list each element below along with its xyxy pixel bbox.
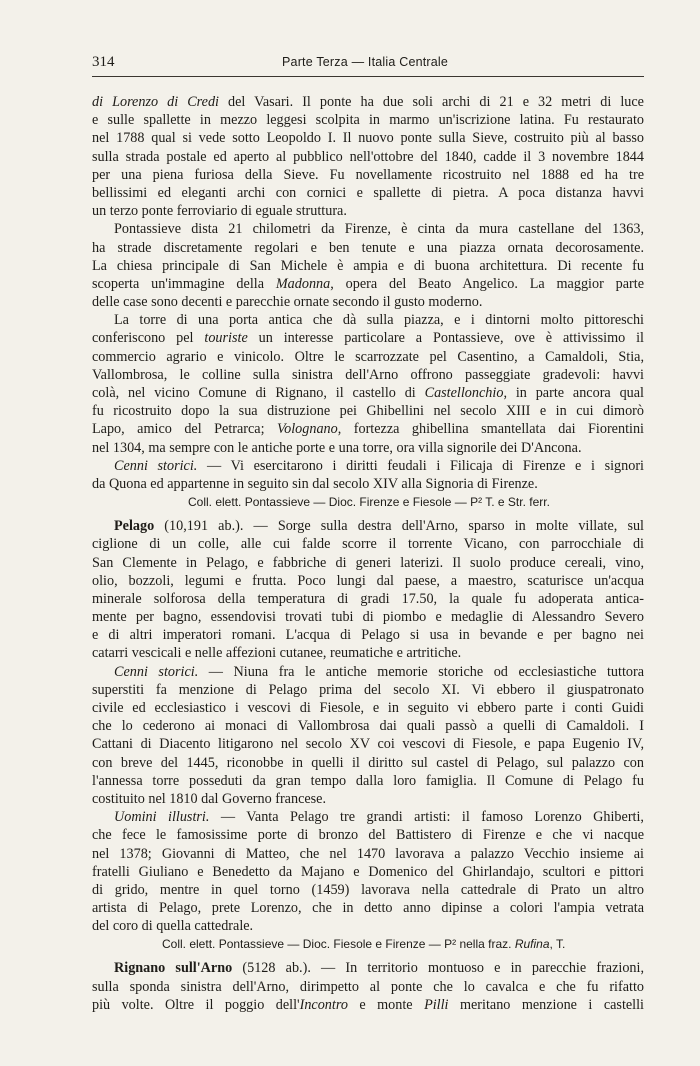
text-run: delle case sono decenti e parecchie ornate secondo il gusto moderno.: [92, 294, 483, 311]
text-run: scoperta un'immagine della: [92, 275, 276, 292]
text-run: Vallombrosa, le colline sulla sinistra dell'Arno offrono passeggiate gradevoli: havvi: [92, 366, 644, 383]
text-run: , fortezza ghibellina smantellata dai Fiorentini: [337, 421, 644, 438]
text-line: [92, 663, 644, 681]
text-run: un interesse particolare a Pontassieve, ove è attivissimo il: [247, 330, 644, 347]
text-line: [92, 826, 644, 844]
text-run: , T.: [549, 937, 566, 952]
text-run: civile ed ecclesiastico i vescovi di Fiesole, e in seguito vi ebbero parte i conti Guidi: [92, 700, 644, 716]
page-body: [92, 93, 644, 1014]
text-run: — Vanta Pelago tre grandi artisti: il famoso Lorenzo Ghiberti,: [209, 809, 644, 826]
paragraph: [92, 663, 644, 809]
text-line: [92, 735, 644, 753]
page-number: 314: [92, 54, 115, 70]
text-line: [92, 239, 644, 257]
text-line: [92, 959, 644, 977]
text-line: [92, 772, 644, 790]
text-run: e di altri imperatori romani. L'acqua di Pelago si usa in bevande e per bagno nei: [92, 627, 644, 644]
text-line: [92, 329, 644, 347]
text-run: , opera del Beato Angelico. La maggior parte: [330, 275, 644, 292]
text-line: [92, 881, 644, 899]
text-line: [92, 572, 644, 590]
entry-heading: Pelago: [114, 518, 155, 535]
text-run: sulla strada postale ed aperto al pubblico nell'ottobre del 1840, cadde il 3 novembre 1844: [92, 148, 644, 165]
text-run: commercio agrario e vinicolo. Oltre le scarrozzate pel Casentino, a Camaldoli, Stia,: [92, 348, 644, 365]
paragraph: [92, 220, 644, 311]
text-run: con breve del 1445, riconobbe in quelli il diritto sul castel di Pelago, sul palazzo con: [92, 754, 644, 771]
text-line: [92, 366, 644, 384]
text-line: [92, 845, 644, 863]
text-run: minerale solforosa della temperatura di gradi 17.50, la quale fu adoperata antica-: [92, 590, 644, 607]
text-run: olio, bozzoli, legumi e frutta. Poco lungi dal paese, a maestro, scaturisce un'acqua: [92, 572, 644, 589]
text-run: da Quona ed appartenne in seguito sin dal secolo XIV alla Signoria di Firenze.: [92, 475, 538, 492]
text-run: conferiscono pel: [92, 330, 205, 347]
text-line: [92, 129, 644, 147]
text-run: (10,191 ab.). — Sorge sulla destra dell'Arno, sparso in molte villate, sul: [154, 518, 644, 535]
paragraph: [92, 517, 644, 663]
italic-text: Incontro: [299, 996, 348, 1013]
text-line: [92, 293, 644, 311]
text-run: (5128 ab.). — In territorio montuoso e in parecchie frazioni,: [232, 960, 645, 977]
text-line: [92, 111, 644, 129]
text-line: [92, 348, 644, 366]
text-run: fratelli Giuliano e Benedetto da Majano e Domenico del Ghirlandajo, scultori e pittori: [92, 863, 644, 880]
entry-heading: Rignano sull'Arno: [114, 960, 233, 977]
text-line: [92, 590, 644, 608]
text-run: fu ricostruito dopo la sua distruzione pei Ghibellini nel secolo XIII e in cui dimorò: [92, 403, 644, 420]
text-run: mente per bagno, essendovisi trovati tubi di piombo e medaglie di Alessandro Severo: [92, 609, 644, 626]
text-run: — Vi esercitarono i diritti feudali i Filicaja di Firenze e i signori: [197, 457, 644, 474]
text-run: Lapo, amico del Petrarca;: [92, 421, 278, 438]
italic-text: Pilli: [424, 996, 449, 1013]
italic-text: touriste: [204, 330, 248, 347]
text-run: Pontassieve dista 21 chilometri da Firenze, è cinta da mura castellane del 1363,: [114, 221, 644, 238]
text-run: colà, nel vicino Comune di Rignano, il castello di: [92, 385, 425, 401]
text-line: [92, 863, 644, 881]
text-line: [92, 93, 644, 111]
text-line: [92, 220, 644, 238]
text-run: meritano menzione i castelli: [448, 996, 645, 1013]
text-run: l'annessa torre posseduti da gran tempo dalla loro famiglia. Il Comune di Pelago fu: [92, 772, 644, 789]
text-run: La torre di una porta antica che dà sulla piazza, e i dintorni molto pittoreschi: [114, 312, 644, 329]
text-run: ciglione di un colle, alle cui falde scorre il torrente Vicano, con parrocchiale di: [92, 536, 644, 553]
text-line: [92, 475, 644, 493]
text-run: e monte: [347, 996, 425, 1013]
text-run: superstiti fa menzione di Pelago prima del secolo XI. Vi ebbero il giuspatronato: [92, 681, 644, 698]
text-line: [92, 402, 644, 420]
paragraph: [92, 93, 644, 220]
paragraph: [92, 808, 644, 935]
text-line: [92, 202, 644, 220]
text-line: [92, 166, 644, 184]
electoral-note: [92, 935, 644, 953]
text-run: un terzo ponte ferroviario di eguale struttura.: [92, 203, 347, 220]
text-run: del Vasari. Il ponte ha due soli archi di 21 e 32 metri di luce: [218, 94, 644, 110]
text-line: [92, 311, 644, 329]
paragraph: [92, 959, 644, 1014]
text-run: Coll. elett. Pontassieve — Dioc. Fiesole e Firenze — P² nella fraz.: [162, 937, 515, 952]
text-line: [92, 808, 644, 826]
text-line: [92, 457, 644, 475]
text-run: San Clemente in Pelago, e fabbriche di generi laterizi. Il suolo produce cereali, vino,: [92, 554, 644, 571]
text-run: che lo cederono ai monaci di Vallombrosa dai quali passò a quelli di Camaldoli. I: [92, 718, 644, 735]
text-line: [92, 717, 644, 735]
text-run: più volte. Oltre il poggio dell': [92, 996, 300, 1013]
text-run: e sulle spallette in mezzo leggesi scolpita in marmo un'iscrizione latina. Fu restaurato: [92, 112, 644, 129]
paragraph: [92, 311, 644, 457]
text-run: artista di Pelago, prete Lorenzo, che in detto anno dipinse a colori l'ampia vetrata: [92, 900, 644, 917]
text-line: [92, 184, 644, 202]
text-run: catarri vescicali e nelle affezioni cutanee, reumatiche e artritiche.: [92, 645, 462, 662]
electoral-note: Coll. elett. Pontassieve — Dioc. Firenze e Fiesole — P² T. e Str. ferr.: [188, 495, 550, 510]
text-line: [92, 257, 644, 275]
text-line: [92, 790, 644, 808]
text-run: nel 1304, ma sempre con le antiche porte e una torre, ora villa signorile dei D'Ancona.: [92, 439, 582, 456]
text-run: costituito nel 1810 dal Governo francese.: [92, 790, 327, 807]
text-line: [92, 899, 644, 917]
text-line: [92, 699, 644, 717]
italic-text: Castellonchio: [424, 385, 504, 401]
italic-text: di Lorenzo di Credi: [92, 94, 219, 110]
text-line: [92, 148, 644, 166]
italic-text: Uomini illustri.: [114, 809, 210, 826]
paragraph: [92, 457, 644, 493]
text-line: [92, 996, 644, 1014]
text-run: che fece le famosissime porte di bronzo del Battistero di Firenze e che vi nacque: [92, 827, 644, 844]
page-header: [92, 54, 644, 77]
text-run: bellissimi ed eleganti archi con cornici e spallette di pietra. A poca distanza havvi: [92, 184, 644, 201]
text-run: del coro di quella cattedrale.: [92, 918, 254, 935]
text-run: nel 1378; Giovanni di Matteo, che nel 1470 lavorava a palazzo Vecchio insieme ai: [92, 845, 644, 862]
text-line: [92, 535, 644, 553]
italic-text: Madonna: [275, 275, 331, 292]
text-run: sulla sponda sinistra dell'Arno, dirimpetto al ponte che lo cavalca e che fu rifatto: [92, 978, 644, 995]
text-line: [92, 275, 644, 293]
text-line: [92, 439, 644, 457]
text-line: [92, 754, 644, 772]
text-line: [92, 681, 644, 699]
text-run: La chiesa principale di San Michele è ampia e di buona architettura. Di recente fu: [92, 257, 644, 274]
text-line: [92, 917, 644, 935]
italic-text: Rufina: [514, 937, 550, 952]
text-line: [92, 517, 644, 535]
text-line: [92, 644, 644, 662]
text-line: [92, 978, 644, 996]
text-line: [92, 384, 644, 402]
italic-text: Cenni storici.: [114, 457, 198, 474]
text-run: per una piena furiosa della Sieve. Fu novellamente ricostruito nel 1888 ed ha tre: [92, 166, 644, 183]
text-line: [92, 626, 644, 644]
italic-text: Volognano: [277, 421, 338, 438]
running-title: Parte Terza — Italia Centrale: [282, 55, 449, 69]
text-run: — Niuna fra le antiche memorie storiche od ecclesiastiche tuttora: [198, 663, 644, 680]
text-run: nel 1788 qual si vede sotto Leopoldo I. Il nuovo ponte sulla Sieve, costruito più al basso: [92, 130, 644, 147]
text-line: [92, 608, 644, 626]
text-run: ha strade discretamente regolari e ben tenute e una piazza ornata decorosamente.: [92, 239, 644, 256]
italic-text: Cenni storici.: [114, 663, 199, 680]
text-run: Cattani di Diacento litigarono nel secolo XV coi vescovi di Fiesole, e papa Eugenio IV,: [92, 736, 644, 753]
text-line: [92, 420, 644, 438]
text-run: , in parte ancora qual: [503, 385, 644, 401]
text-line: [92, 554, 644, 572]
text-run: di grido, mentre in quel torno (1459) lavorava nella cattedrale di Prato un altro: [92, 881, 644, 898]
